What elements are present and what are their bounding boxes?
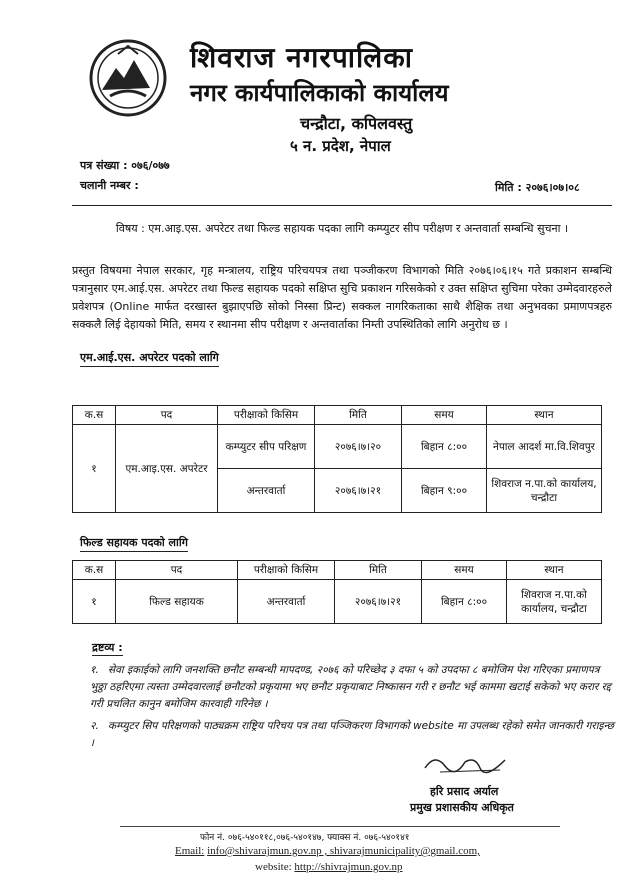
website-label: website: [255, 861, 292, 873]
cell-post: एम.आइ.एस. अपरेटर [116, 425, 218, 513]
table-row [73, 580, 602, 624]
signatory-title: प्रमुख प्रशासकीय अधिकृत [410, 801, 514, 814]
col-sn: क.स [73, 561, 116, 580]
table-header-row [73, 406, 602, 425]
note-text: कम्प्युटर सिप परिक्षणको पाठ्यक्रम राष्ट्रिय परिचय पत्र तथा पञ्जिकरण विभागको website मा उपलब्ध रहेको समेत जानकारी गराइन्छ । [90, 720, 614, 749]
col-date: मिति [315, 406, 402, 425]
email-link[interactable]: info@shivarajmun.gov.np , shivarajmunicipality@gmail.com, [207, 845, 480, 857]
handwritten-signature [420, 748, 520, 778]
col-sn: क.स [73, 406, 116, 425]
notes-title: द्रष्टव्य : [92, 641, 123, 654]
cell-post: फिल्ड सहायक [116, 580, 238, 624]
website-link[interactable]: http://shivrajmun.gov.np [294, 861, 403, 873]
col-time: समय [422, 561, 507, 580]
col-exam-type: परीक्षाको किसिम [238, 561, 335, 580]
footer-email [175, 845, 480, 857]
cell-time: बिहान ८:०० [422, 580, 507, 624]
col-exam-type: परीक्षाको किसिम [218, 406, 315, 425]
cell-date: २०७६।७।२० [315, 425, 402, 469]
col-place: स्थान [507, 561, 602, 580]
notice-body: प्रस्तुत विषयमा नेपाल सरकार, गृह मन्त्रालय, राष्ट्रिय परिचयपत्र तथा पञ्जीकरण विभागको मिति २०७६।०६।१५ गते प्रकाशन सम्बन्धि पत्रानुसार एम.आई.एस. अपरेटर तथा फिल्ड सहायक पदको सक्षिप्त सुचि प्रकाशन गरिसकेको र उक्त सक्षिप्त सुचिमा परेका उम्मेदवारहरुले प्रवेशपत्र (Online मार्फत दरखास्त बुझाएपछि सोको निस्सा प्रिन्ट) सक्कल नागरिकताका साथै शैक्षिक तथा अनुभवका प्रमाणपत्रहरु सक्कलै लिई देहायको मिति, समय र स्थानमा सीप परीक्षण र अन्तवार्ताका निम्ती उपस्थितिको लागि अनुरोध छ । [72, 264, 612, 331]
footer-divider [120, 826, 560, 827]
note-item-1 [90, 662, 615, 713]
dispatch-number: चलानी नम्बर : [80, 179, 139, 192]
cell-place: शिवराज न.पा.को कार्यालय, चन्द्रौटा [507, 580, 602, 624]
cell-exam-type: अन्तरवार्ता [238, 580, 335, 624]
col-date: मिति [335, 561, 422, 580]
table-header-row [73, 561, 602, 580]
cell-date: २०७६।७।२१ [335, 580, 422, 624]
table-row [73, 425, 602, 469]
note-text: सेवा इकाईको लागि जनशक्ति छनौट सम्बन्धी मापदण्ड, २०७६ को परिच्छेद ३ दफा ५ को उपदफा ८ बमोजिम पेश गरिएका प्रमाणपत्र भुठ्ठा ठहरिएमा त्यस्ता उम्मेदवारलाई छनौटको प्रकृयामा भए छनौट प्रकृयाबाट निष्कासन गरी र छनौट भई काममा खटाई सकेको भए करार रद्द गरी प्रचलित कानुन बमोजिम कारवाही गरिनेछ । [90, 664, 612, 710]
cell-sn: १ [73, 580, 116, 624]
letter-number: पत्र संख्या : ०७६/०७७ [80, 159, 170, 172]
cell-time: बिहान ८:०० [402, 425, 487, 469]
subject-line: विषय : एम.आइ.एस. अपरेटर तथा फिल्ड सहायक पदका लागि कम्प्युटर सीप परीक्षण र अन्तवार्ता सम्बन्धि सुचना । [115, 222, 569, 235]
office-name: नगर कार्यपालिकाको कार्यालय [190, 79, 449, 107]
cell-exam-type: कम्प्युटर सीप परिक्षण [218, 425, 315, 469]
header-divider [72, 205, 612, 206]
cell-sn: १ [73, 425, 116, 513]
note-number: १. [90, 664, 99, 676]
note-number: २. [90, 720, 99, 732]
municipality-name: शिवराज नगरपालिका [190, 41, 413, 74]
section-field-assistant-title: फिल्ड सहायक पदको लागि [80, 535, 188, 552]
office-province: ५ न. प्रदेश, नेपाल [290, 137, 391, 155]
letter-date: मिति : २०७६।०७।०८ [495, 181, 580, 194]
section-mis-operator-title: एम.आई.एस. अपरेटर पदको लागि [80, 350, 219, 367]
cell-time: बिहान ९:०० [402, 469, 487, 513]
footer-phone: फोन नं. ०७६-५४०११८,०७६-५४०१४७, फ्याक्स नं. ०७६-५४०१४१ [200, 833, 410, 843]
col-post: पद [116, 561, 238, 580]
cell-date: २०७६।७।२१ [315, 469, 402, 513]
cell-exam-type: अन्तरवार्ता [218, 469, 315, 513]
col-post: पद [116, 406, 218, 425]
field-assistant-schedule-table [72, 560, 602, 624]
mis-operator-schedule-table [72, 405, 602, 513]
col-place: स्थान [487, 406, 602, 425]
signatory-name: हरि प्रसाद अर्याल [430, 785, 499, 798]
note-item-2 [90, 718, 615, 752]
cell-place: नेपाल आदर्श मा.वि.शिवपुर [487, 425, 602, 469]
email-label: Email: [175, 845, 205, 857]
office-address: चन्द्रौटा, कपिलवस्तु [300, 114, 413, 133]
footer-website [255, 861, 402, 873]
municipality-emblem [88, 38, 168, 118]
cell-place: शिवराज न.पा.को कार्यालय, चन्द्रौटा [487, 469, 602, 513]
col-time: समय [402, 406, 487, 425]
